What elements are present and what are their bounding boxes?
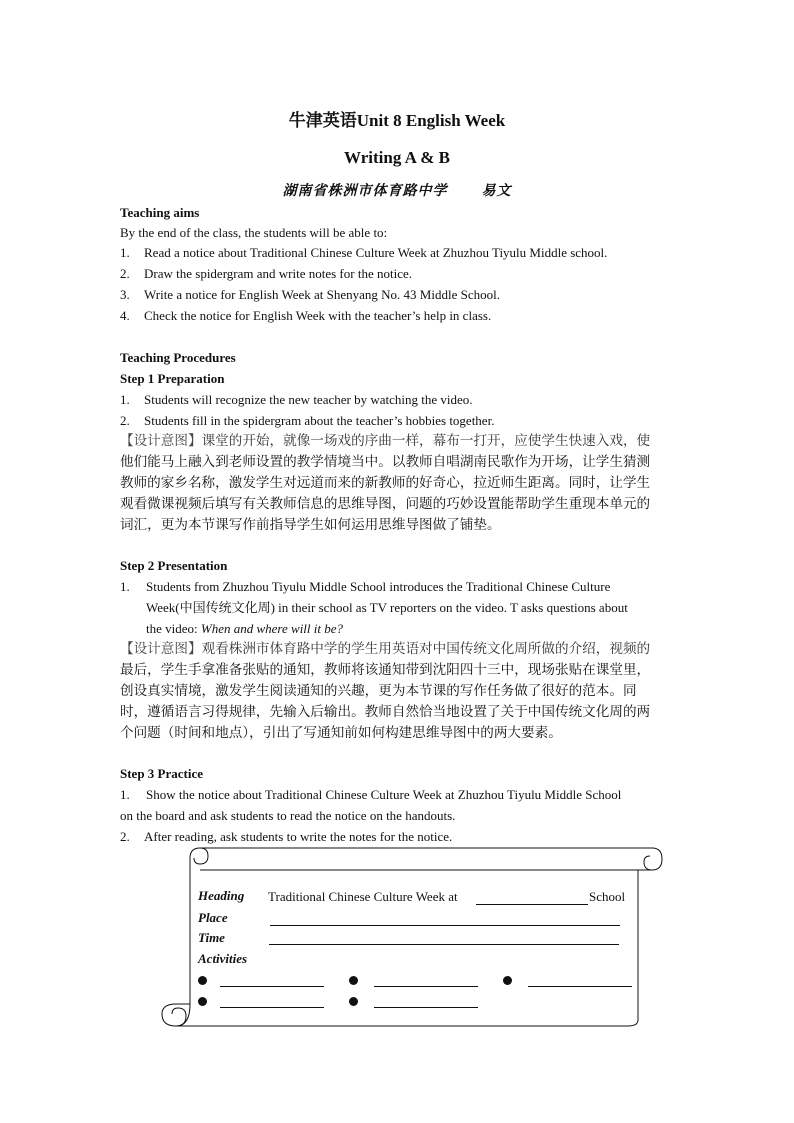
- aim-item: Check the notice for English Week with the teacher’s help in class.: [144, 308, 492, 323]
- step2-item-line: the video: When and where will it be?: [146, 621, 344, 636]
- aim-number: 4.: [120, 308, 130, 323]
- place-label: Place: [198, 910, 228, 925]
- activities-label: Activities: [198, 951, 248, 966]
- step2-item-number: 1.: [120, 579, 130, 594]
- aims-heading: Teaching aims: [120, 205, 200, 220]
- step1-design-line: 他们能马上融入到老师设置的教学情境当中。以教师自唱湖南民歌作为开场，让学生猜测: [120, 454, 651, 469]
- bullet-icon: [349, 997, 358, 1006]
- video-question: When and where will it be?: [200, 621, 344, 636]
- bullet-icon: [198, 997, 207, 1006]
- notes-scroll-form: [158, 844, 666, 1030]
- step3-item-line: After reading, ask students to write the notes for the notice.: [144, 829, 453, 844]
- heading-label: Heading: [198, 888, 245, 903]
- bullet-icon: [349, 976, 358, 985]
- school-name: 湖南省株洲市体育路中学: [282, 184, 448, 199]
- step1-item-number: 2.: [120, 413, 130, 428]
- author-name: 易文: [481, 184, 512, 199]
- step1-item: Students fill in the spidergram about the teacher’s hobbies together.: [144, 413, 495, 428]
- step3-title: Step 3 Practice: [120, 766, 204, 781]
- aim-item: Write a notice for English Week at Shenyang No. 43 Middle School.: [144, 287, 500, 302]
- step1-design-line: 教师的家乡名称，激发学生对远道而来的新教师的好奇心，拉近师生距离。同时，让学生: [120, 475, 651, 490]
- step3-item-number: 1.: [120, 787, 130, 802]
- aim-item: Draw the spidergram and write notes for the notice.: [144, 266, 412, 281]
- step3-item-line: Show the notice about Traditional Chinese Culture Week at Zhuzhou Tiyulu Middle School: [146, 787, 622, 802]
- scroll-frame: [158, 844, 666, 1030]
- aim-number: 3.: [120, 287, 130, 302]
- time-blank[interactable]: [269, 944, 619, 945]
- activity-blank[interactable]: [374, 1007, 478, 1008]
- heading-blank[interactable]: [476, 904, 588, 905]
- bullet-icon: [198, 976, 207, 985]
- step2-item-line: Week(中国传统文化周) in their school as TV reporters on the video. T asks questions about: [146, 600, 628, 615]
- heading-suffix: School: [589, 889, 626, 904]
- step1-design-intent-first: 【设计意图】课堂的开始，就像一场戏的序曲一样，幕布一打开，应使学生快速入戏，使: [120, 433, 651, 448]
- document-title: 牛津英语Unit 8 English Week: [288, 111, 506, 130]
- procedures-heading: Teaching Procedures: [120, 350, 236, 365]
- heading-text: Traditional Chinese Culture Week at: [268, 889, 458, 904]
- activity-blank[interactable]: [528, 986, 632, 987]
- step3-item-line: on the board and ask students to read the notice on the handouts.: [120, 808, 456, 823]
- design-intent-tag: 【设计意图】: [120, 433, 202, 448]
- aim-number: 1.: [120, 245, 130, 260]
- step2-design-intent-first: 【设计意图】观看株洲市体育路中学的学生用英语对中国传统文化周所做的介绍，视频的: [120, 641, 651, 656]
- aim-item: Read a notice about Traditional Chinese Culture Week at Zhuzhou Tiyulu Middle school.: [144, 245, 608, 260]
- step2-design-line: 创设真实情境，激发学生阅读通知的兴趣，更为本节课的写作任务做了很好的范本。同: [120, 683, 637, 698]
- time-label: Time: [198, 930, 225, 945]
- step1-design-line: 观看微课视频后填写有关教师信息的思维导图，问题的巧妙设置能帮助学生重现本单元的: [120, 496, 651, 511]
- step1-design-line: 词汇，更为本节课写作前指导学生如何运用思维导图做了铺垫。: [120, 517, 501, 532]
- step2-design-line: 时，遵循语言习得规律，先输入后输出。教师自然恰当地设置了关于中国传统文化周的两: [120, 704, 651, 719]
- design-intent-tag: 【设计意图】: [120, 641, 202, 656]
- aim-number: 2.: [120, 266, 130, 281]
- step2-design-line: 最后，学生手拿准备张贴的通知，教师将该通知带到沈阳四十三中，现场张贴在课堂里，: [120, 662, 651, 677]
- document-subtitle: Writing A & B: [344, 148, 450, 167]
- place-blank[interactable]: [270, 925, 620, 926]
- step2-design-line: 个问题（时间和地点），引出了写通知前如何构建思维导图中的两大要素。: [120, 725, 562, 740]
- activity-blank[interactable]: [374, 986, 478, 987]
- step1-item: Students will recognize the new teacher by watching the video.: [144, 392, 473, 407]
- bullet-icon: [503, 976, 512, 985]
- activity-blank[interactable]: [220, 986, 324, 987]
- step2-title: Step 2 Presentation: [120, 558, 228, 573]
- author-line: [0, 180, 794, 200]
- aims-intro: By the end of the class, the students will be able to:: [120, 225, 388, 240]
- step1-title: Step 1 Preparation: [120, 371, 225, 386]
- step3-item-number: 2.: [120, 829, 130, 844]
- activity-blank[interactable]: [220, 1007, 324, 1008]
- step1-item-number: 1.: [120, 392, 130, 407]
- step2-item-line: Students from Zhuzhou Tiyulu Middle School introduces the Traditional Chinese Culture: [146, 579, 611, 594]
